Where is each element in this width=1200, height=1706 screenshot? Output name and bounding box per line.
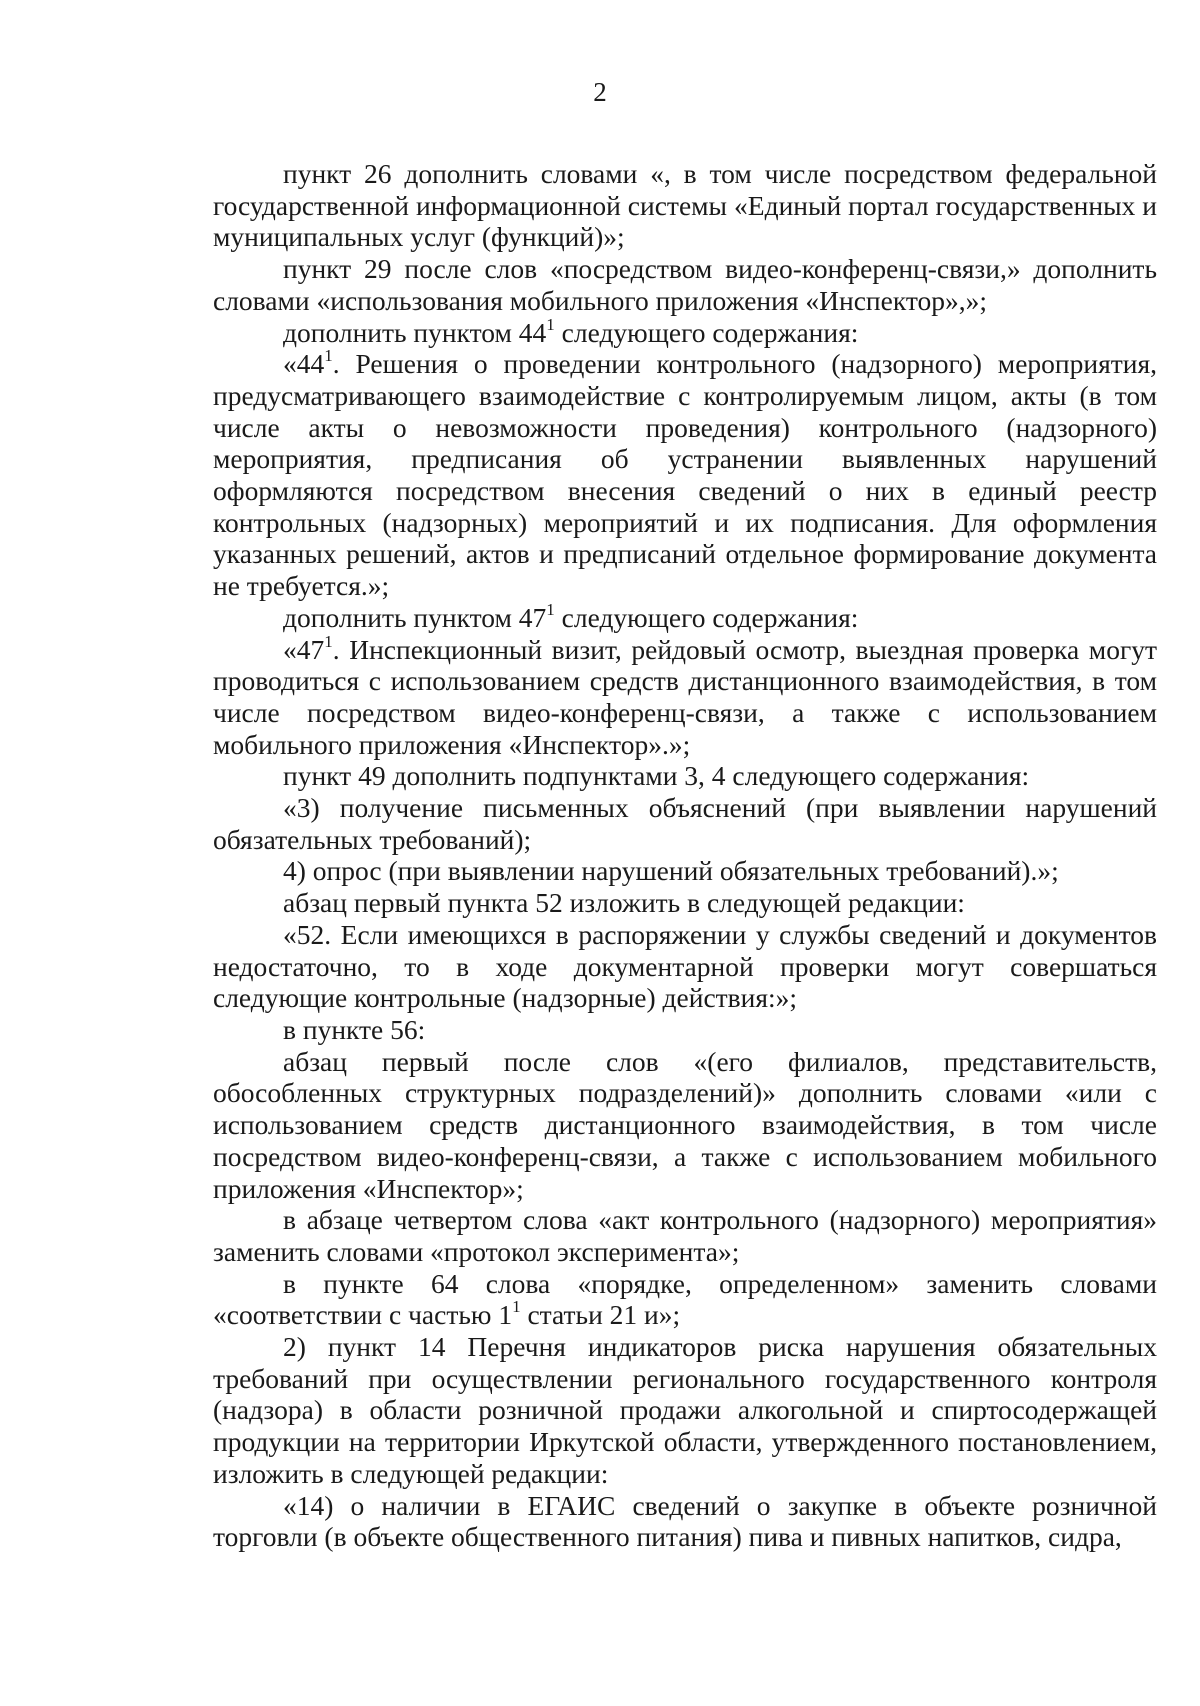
- text-run: дополнить пунктом 47: [283, 601, 547, 633]
- text-run: «3) получение письменных объяснений (при выявлении нарушений обязательных требований);: [213, 792, 1157, 855]
- paragraph: [213, 1046, 1157, 1205]
- paragraph: [213, 1331, 1157, 1490]
- page-number: 2: [593, 77, 607, 107]
- superscript: 1: [324, 631, 333, 651]
- text-run: 2) пункт 14 Перечня индикаторов риска нарушения обязательных требований при осуществлении регионального государственного контроля (надзора) в области розничной продажи алкогольной и спиртосодержащей продукции на территории Иркутской области, утвержденного постановлением, изложить в следующей редакции:: [213, 1331, 1157, 1489]
- text-run: . Инспекционный визит, рейдовый осмотр, выездная проверка могут проводиться с использованием средств дистанционного взаимодействия, в том числе посредством видео-конференц-связи, а также с использованием мобильного приложения «Инспектор».»;: [213, 633, 1157, 760]
- text-run: «14) о наличии в ЕГАИС сведений о закупке в объекте розничной торговли (в объекте общественного питания) пива и пивных напитков, сидра,: [213, 1489, 1157, 1553]
- superscript: 1: [324, 346, 333, 366]
- text-run: «47: [283, 633, 325, 665]
- text-run: в пункте 56:: [283, 1013, 426, 1045]
- text-run: дополнить пунктом 44: [283, 316, 547, 348]
- paragraph: [213, 1490, 1157, 1553]
- text-run: «44: [283, 348, 325, 380]
- paragraph: [213, 792, 1157, 855]
- document-body: [213, 158, 1157, 1553]
- text-run: следующего содержания:: [554, 601, 859, 633]
- text-run: следующего содержания:: [554, 316, 859, 348]
- superscript: 1: [546, 599, 555, 619]
- paragraph: [213, 919, 1157, 1014]
- paragraph: [213, 887, 1157, 919]
- paragraph: [213, 253, 1157, 316]
- paragraph: [213, 314, 1157, 349]
- text-run: абзац первый пункта 52 изложить в следующей редакции:: [283, 887, 965, 919]
- paragraph: [213, 1268, 1157, 1331]
- text-run: пункт 49 дополнить подпунктами 3, 4 следующего содержания:: [283, 760, 1030, 792]
- text-run: в абзаце четвертом слова «акт контрольного (надзорного) мероприятия» заменить словами «протокол эксперимента»;: [213, 1204, 1157, 1267]
- text-run: в пункте 64 слова «порядке, определенном» заменить словами «соответствии с частью 1: [213, 1267, 1157, 1331]
- text-run: статьи 21 и»;: [520, 1299, 681, 1331]
- paragraph: [213, 1204, 1157, 1267]
- text-run: 4) опрос (при выявлении нарушений обязательных требований).»;: [283, 855, 1059, 887]
- paragraph: [213, 599, 1157, 634]
- paragraph: [213, 760, 1157, 792]
- text-run: пункт 26 дополнить словами «, в том числе посредством федеральной государственной информационной системы «Единый портал государственных и муниципальных услуг (функций)»;: [213, 158, 1157, 253]
- text-run: абзац первый после слов «(его филиалов, представительств, обособленных структурных подразделений)» дополнить словами «или с использованием средств дистанционного взаимодействия, в том числе посредством видео-конференц-связи, а также с использованием мобильного приложения «Инспектор»;: [213, 1045, 1157, 1204]
- superscript: 1: [546, 314, 555, 334]
- text-run: пункт 29 после слов «посредством видео-конференц-связи,» дополнить словами «использования мобильного приложения «Инспектор»,»;: [213, 253, 1157, 316]
- paragraph: [213, 1014, 1157, 1046]
- paragraph: [213, 158, 1157, 253]
- paragraph: [213, 348, 1157, 602]
- text-run: «52. Если имеющихся в распоряжении у службы сведений и документов недостаточно, то в ходе документарной проверки могут совершаться следующие контрольные (надзорные) действия:»;: [213, 918, 1157, 1014]
- text-run: . Решения о проведении контрольного (надзорного) мероприятия, предусматривающего взаимодействие с контролируемым лицом, акты (в том числе акты о невозможности проведения) контрольного (надзорного) мероприятия, предписания об устранении выявленных нарушений оформляются посредством внесения сведений о них в единый реестр контрольных (надзорных) мероприятий и их подписания. Для оформления указанных решений, актов и предписаний отдельное формирование документа не требуется.»;: [213, 348, 1157, 602]
- paragraph: [213, 855, 1157, 887]
- superscript: 1: [512, 1297, 521, 1317]
- paragraph: [213, 631, 1157, 761]
